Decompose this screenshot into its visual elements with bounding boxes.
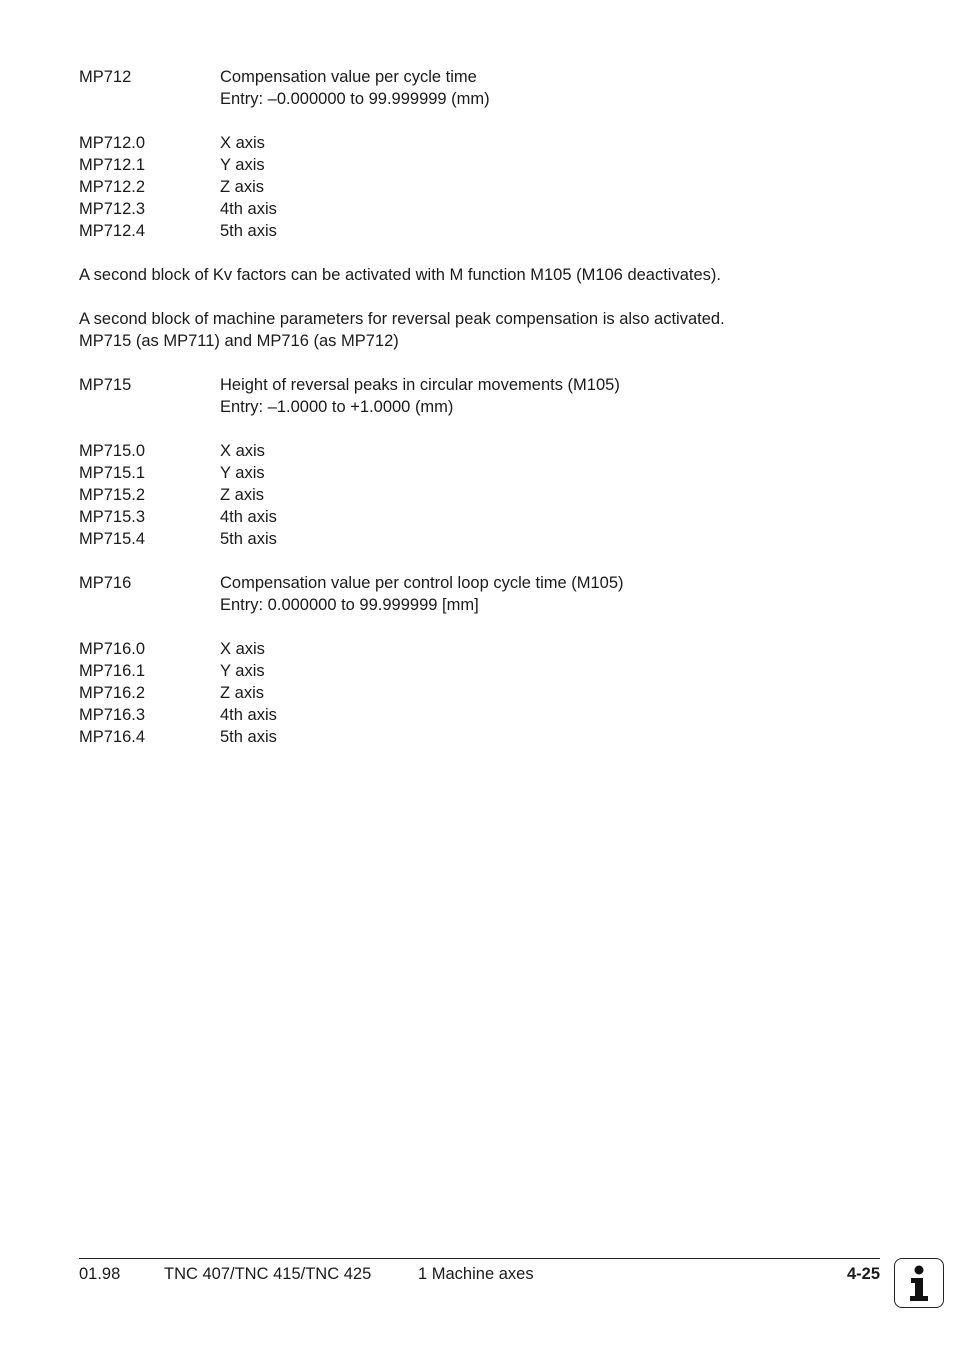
- paragraph-reversal-peak: A second block of machine parameters for reversal peak compensation is also activated.: [79, 310, 725, 328]
- axis-code: MP716.3: [79, 706, 146, 724]
- axis-code: MP712.2: [79, 178, 146, 196]
- axis-code: MP716.1: [79, 662, 146, 680]
- axis-row: [79, 198, 879, 220]
- axis-label: Y axis: [220, 156, 265, 174]
- axis-code: MP715.2: [79, 486, 146, 504]
- axis-row: [79, 154, 879, 176]
- axis-row: [79, 528, 879, 550]
- axis-code: MP712.1: [79, 156, 146, 174]
- axis-row: [79, 660, 879, 682]
- axis-label: Z axis: [220, 178, 265, 196]
- axis-code: MP716.4: [79, 728, 146, 746]
- axis-label: 4th axis: [220, 508, 277, 526]
- axis-row: [79, 704, 879, 726]
- param-entry-mp712: [79, 88, 879, 110]
- param-title: Height of reversal peaks in circular movements (M105): [220, 376, 620, 394]
- param-code: MP715: [79, 376, 132, 394]
- param-entry: Entry: 0.000000 to 99.999999 [mm]: [220, 596, 479, 614]
- axis-row: [79, 506, 879, 528]
- axis-row: [79, 440, 879, 462]
- footer-date: 01.98: [79, 1265, 121, 1283]
- axis-code: MP715.1: [79, 464, 146, 482]
- paragraph-reversal-peak-2: MP715 (as MP711) and MP716 (as MP712): [79, 332, 399, 350]
- axis-label: X axis: [220, 640, 265, 658]
- param-entry: Entry: –1.0000 to +1.0000 (mm): [220, 398, 454, 416]
- paragraph-kv-factors: A second block of Kv factors can be activated with M function M105 (M106 deactivates).: [79, 266, 721, 284]
- axis-row: [79, 484, 879, 506]
- param-title: Compensation value per cycle time: [220, 68, 477, 86]
- axis-row: [79, 176, 879, 198]
- axis-label: X axis: [220, 134, 265, 152]
- axis-label: Z axis: [220, 684, 265, 702]
- axis-label: 4th axis: [220, 200, 277, 218]
- axis-code: MP712.0: [79, 134, 146, 152]
- axis-code: MP715.3: [79, 508, 146, 526]
- param-code: MP712: [79, 68, 132, 86]
- axis-label: Z axis: [220, 486, 265, 504]
- param-header-mp715: [79, 374, 879, 396]
- page-footer: [79, 1258, 880, 1289]
- param-title: Compensation value per control loop cycle time (M105): [220, 574, 624, 592]
- param-code: MP716: [79, 574, 132, 592]
- axis-code: MP712.3: [79, 200, 146, 218]
- info-icon: [894, 1258, 944, 1308]
- axis-label: 5th axis: [220, 222, 277, 240]
- axis-row: [79, 220, 879, 242]
- axis-code: MP716.0: [79, 640, 146, 658]
- axis-row: [79, 682, 879, 704]
- axis-label: 5th axis: [220, 530, 277, 548]
- axis-label: 5th axis: [220, 728, 277, 746]
- axis-label: Y axis: [220, 464, 265, 482]
- axis-label: 4th axis: [220, 706, 277, 724]
- axis-row: [79, 726, 879, 748]
- axis-code: MP712.4: [79, 222, 146, 240]
- param-entry-mp716: [79, 594, 879, 616]
- axis-code: MP715.4: [79, 530, 146, 548]
- axis-row: [79, 132, 879, 154]
- param-header-mp712: [79, 66, 879, 88]
- axis-code: MP715.0: [79, 442, 146, 460]
- axis-code: MP716.2: [79, 684, 146, 702]
- param-header-mp716: [79, 572, 879, 594]
- footer-chapter: 1 Machine axes: [418, 1265, 534, 1283]
- footer-page-number: 4-25: [846, 1265, 880, 1283]
- page-content: [79, 66, 879, 748]
- axis-label: X axis: [220, 442, 265, 460]
- param-entry: Entry: –0.000000 to 99.999999 (mm): [220, 90, 490, 108]
- axis-row: [79, 638, 879, 660]
- param-entry-mp715: [79, 396, 879, 418]
- axis-row: [79, 462, 879, 484]
- axis-label: Y axis: [220, 662, 265, 680]
- footer-model: TNC 407/TNC 415/TNC 425: [164, 1265, 372, 1283]
